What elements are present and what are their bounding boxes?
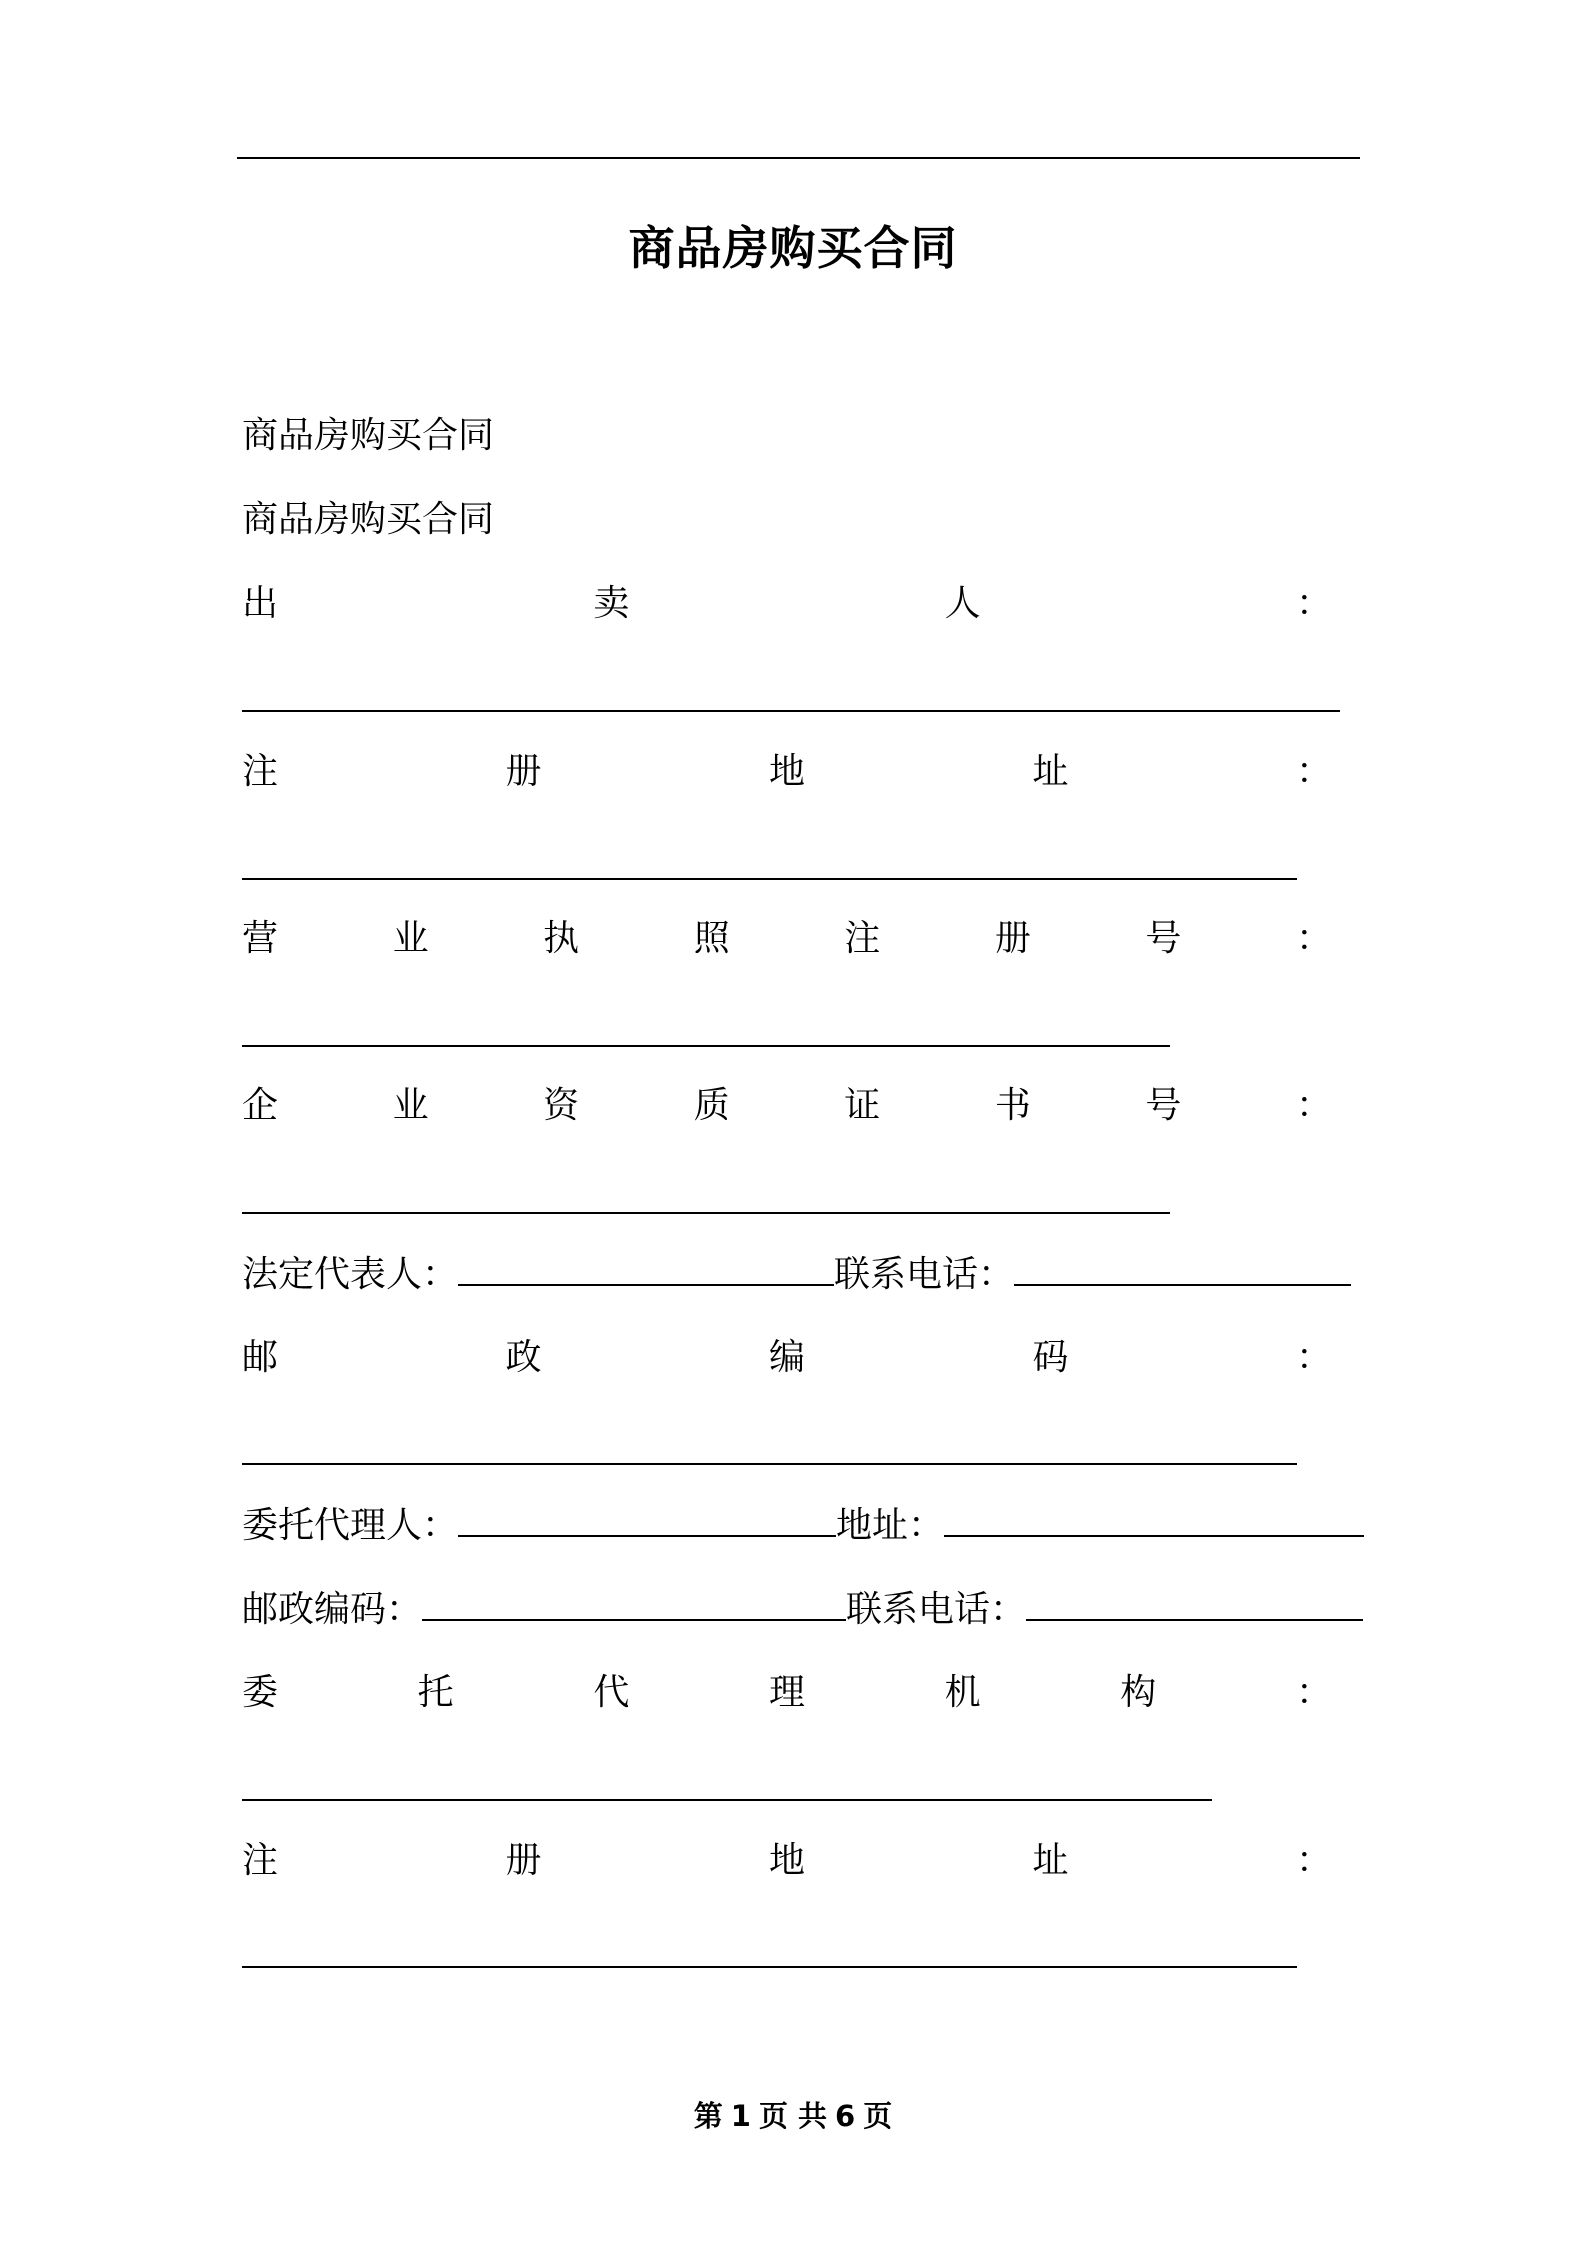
footer-suffix: 页 (863, 2099, 893, 2133)
label-char: 业 (392, 918, 429, 959)
label-char: 出 (242, 583, 279, 624)
postcode-inline-blank[interactable] (422, 1585, 846, 1621)
label-char: 注 (844, 918, 881, 959)
address-blank[interactable] (944, 1501, 1364, 1537)
label-char: 质 (693, 1085, 730, 1126)
label-char: 邮 (242, 1337, 279, 1378)
agent-blank[interactable] (458, 1501, 836, 1537)
label-char: 照 (693, 918, 730, 959)
label-char: 委 (242, 1672, 279, 1713)
seller-blank[interactable] (242, 710, 1340, 712)
reg-address-label-2 (242, 1837, 1332, 1885)
postcode-label (242, 1334, 1332, 1382)
header-rule (237, 157, 1360, 159)
label-char: 代 (593, 1672, 630, 1713)
phone-label: 联系电话： (834, 1254, 1015, 1295)
label-char: 机 (944, 1672, 981, 1713)
label-char: 书 (994, 1085, 1031, 1126)
label-char: 册 (505, 751, 542, 792)
heading-line-2: 商品房购买合同 (242, 499, 495, 540)
qualification-label (242, 1082, 1332, 1130)
label-char: 政 (505, 1337, 542, 1378)
label-char: 址 (1032, 751, 1069, 792)
label-char: ： (1295, 583, 1332, 624)
label-char: ： (1295, 751, 1332, 792)
page-number: 1 (730, 2099, 751, 2133)
label-char: ： (1295, 1672, 1332, 1713)
label-char: 注 (242, 751, 279, 792)
label-char: 册 (505, 1840, 542, 1881)
license-blank[interactable] (242, 1045, 1170, 1047)
legal-rep-row (242, 1250, 1351, 1299)
phone-blank-2[interactable] (1026, 1585, 1363, 1621)
label-char: 码 (1032, 1337, 1069, 1378)
label-char: 地 (768, 751, 805, 792)
postcode-phone-row (242, 1585, 1363, 1634)
label-char: 构 (1120, 1672, 1157, 1713)
legal-rep-label: 法定代表人： (242, 1254, 459, 1295)
reg-address-label (242, 748, 1332, 796)
label-char: 营 (242, 918, 279, 959)
seller-label (242, 580, 1332, 628)
agency-label (242, 1669, 1332, 1717)
postcode-inline-label: 邮政编码： (242, 1589, 423, 1630)
qualification-blank[interactable] (242, 1212, 1170, 1214)
agent-label: 委托代理人： (242, 1505, 459, 1546)
label-char: 注 (242, 1840, 279, 1881)
footer-mid: 页 共 (758, 2099, 828, 2133)
label-char: 址 (1032, 1840, 1069, 1881)
license-label (242, 915, 1332, 963)
label-char: 地 (768, 1840, 805, 1881)
label-char: 托 (417, 1672, 454, 1713)
label-char: ： (1295, 918, 1332, 959)
label-char: ： (1295, 1085, 1332, 1126)
label-char: ： (1295, 1337, 1332, 1378)
label-char: 编 (768, 1337, 805, 1378)
page-total: 6 (835, 2099, 856, 2133)
postcode-blank[interactable] (242, 1463, 1297, 1465)
label-char: 证 (844, 1085, 881, 1126)
agent-row (242, 1501, 1364, 1550)
label-char: 人 (944, 583, 981, 624)
legal-rep-blank[interactable] (458, 1250, 834, 1286)
label-char: 资 (543, 1085, 580, 1126)
label-char: 号 (1145, 1085, 1182, 1126)
label-char: 企 (242, 1085, 279, 1126)
label-char: 号 (1145, 918, 1182, 959)
heading-line-1: 商品房购买合同 (242, 415, 495, 456)
document-title: 商品房购买合同 (628, 221, 958, 275)
label-char: 册 (994, 918, 1031, 959)
phone-label-2: 联系电话： (846, 1589, 1027, 1630)
label-char: ： (1295, 1840, 1332, 1881)
address-label: 地址： (836, 1505, 945, 1546)
label-char: 执 (543, 918, 580, 959)
label-char: 理 (768, 1672, 805, 1713)
agency-blank[interactable] (242, 1799, 1212, 1801)
label-char: 卖 (593, 583, 630, 624)
page-footer (0, 2096, 1586, 2136)
label-char: 业 (392, 1085, 429, 1126)
reg-address-blank[interactable] (242, 878, 1297, 880)
phone-blank[interactable] (1014, 1250, 1351, 1286)
footer-prefix: 第 (693, 2099, 723, 2133)
reg-address-blank-2[interactable] (242, 1966, 1297, 1968)
